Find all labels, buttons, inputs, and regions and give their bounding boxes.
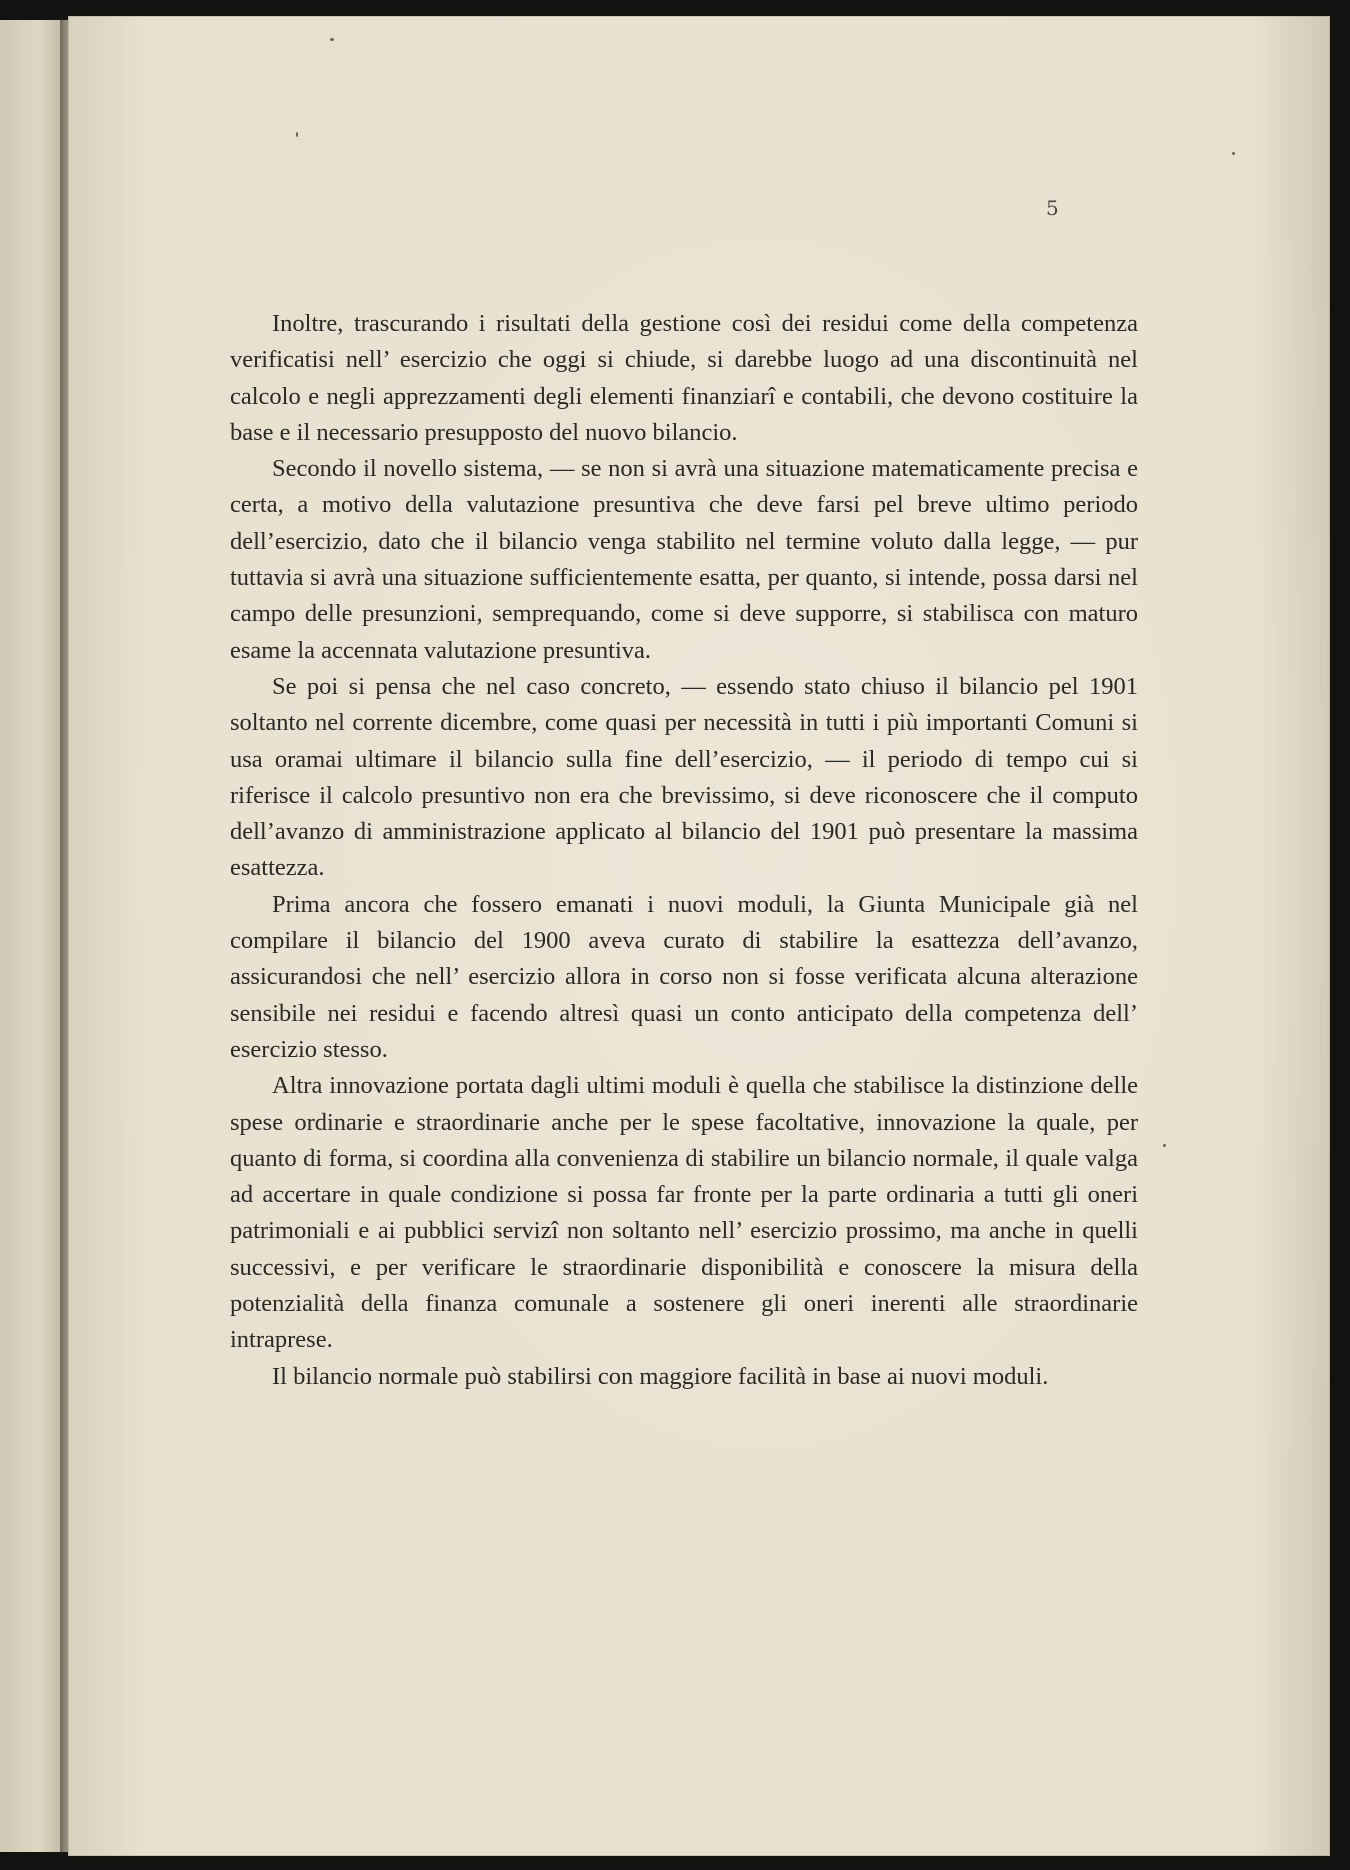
body-text	[230, 306, 1138, 1395]
paragraph: Secondo il novello sistema, — se non si avrà una situazione matematicamente precisa e certa, a motivo della valutazione presuntiva che deve farsi pel breve ultimo periodo dell’esercizio, dato che il bilancio venga stabilito nel termine voluto dalla legge, — pur tuttavia si avrà una situazione sufficientemente esatta, per quanto, si intende, possa darsi nel campo delle presunzioni, semprequando, come si deve supporre, si stabilisca con maturo esame la accennata valutazione presuntiva.	[230, 455, 1138, 664]
page-number: 5	[1046, 196, 1059, 220]
paragraph: Prima ancora che fossero emanati i nuovi moduli, la Giunta Municipale già nel compilare il bilancio del 1900 aveva curato di stabilire la esattezza dell’avanzo, assicurandosi che nell’ esercizio allora in corso non si fosse verificata alcuna alterazione sensibile nei residui e facendo altresì quasi un conto anticipato della competenza dell’ esercizio stesso.	[230, 890, 1138, 1063]
paragraph: Inoltre, trascurando i risultati della gestione così dei residui come della competenza verificatisi nell’ esercizio che oggi si chiude, si darebbe luogo ad una discontinuità nel calcolo e negli apprezzamenti degli elementi finanziarî e contabili, che devono costituire la base e il necessario presupposto del nuovo bilancio.	[230, 310, 1138, 446]
paragraph: Altra innovazione portata dagli ultimi moduli è quella che stabilisce la distinzione delle spese ordinarie e straordinarie anche per le spese facoltative, innovazione la quale, per quanto di forma, si coordina alla convenienza di stabilire un bilancio normale, il quale valga ad accertare in quale condizione si possa far fronte per la parte ordinaria a tutti gli oneri patrimoniali e ai pubblici servizî non soltanto nell’ esercizio prossimo, ma anche in quelli successivi, e per verificare le straordinarie disponibilità e conoscere la misura della potenzialità della finanza comunale a sostenere gli oneri inerenti alle straordinarie intraprese.	[230, 1072, 1138, 1354]
paper-speck	[330, 38, 334, 41]
document-page	[68, 16, 1330, 1856]
paper-speck	[296, 132, 298, 137]
left-page-edge	[0, 20, 68, 1852]
paragraph: Il bilancio normale può stabilirsi con maggiore facilità in base ai nuovi moduli.	[272, 1362, 1049, 1390]
paragraph: Se poi si pensa che nel caso concreto, — essendo stato chiuso il bilancio pel 1901 soltanto nel corrente dicembre, come quasi per necessità in tutti i più importanti Comuni si usa oramai ultimare il bilancio sulla fine dell’esercizio, — il periodo di tempo cui si riferisce il calcolo presuntivo non era che brevissimo, si deve riconoscere che il computo dell’avanzo di amministrazione applicato al bilancio del 1901 può presentare la massima esattezza.	[230, 672, 1138, 882]
paper-speck	[1163, 1144, 1166, 1147]
paper-speck	[1232, 152, 1235, 155]
